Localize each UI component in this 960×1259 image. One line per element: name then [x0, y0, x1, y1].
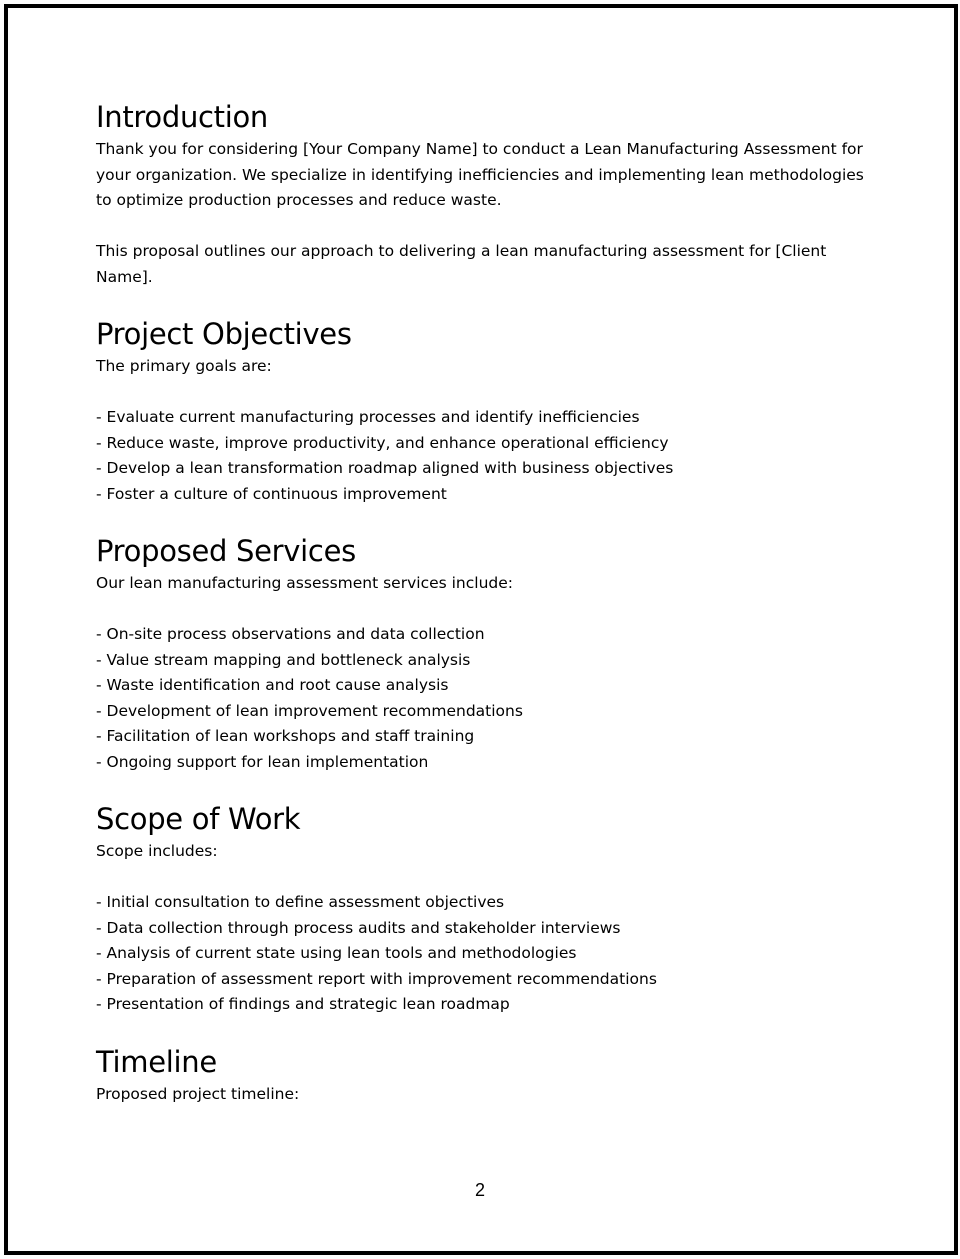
section-title: Proposed Services — [96, 534, 356, 568]
list-item: - Analysis of current state using lean tools and methodologies — [96, 944, 577, 962]
section-scope — [96, 799, 876, 1018]
list-item: - Facilitation of lean workshops and staff training — [96, 727, 475, 745]
list-item: - Preparation of assessment report with improvement recommendations — [96, 969, 657, 988]
list-item: - Presentation of findings and strategic lean roadmap — [96, 995, 510, 1013]
section-title: Introduction — [96, 100, 269, 134]
paragraph: This proposal outlines our approach to delivering a lean manufacturing assessment for [Client Name]. — [96, 242, 827, 286]
list-item: - Data collection through process audits and stakeholder interviews — [96, 918, 621, 937]
bullet-list — [96, 622, 876, 775]
list-item: - Evaluate current manufacturing processes and identify inefficiencies — [96, 408, 640, 426]
list-item: - Waste identification and root cause analysis — [96, 676, 449, 694]
section-lead: The primary goals are: — [96, 357, 272, 375]
paragraph: Thank you for considering [Your Company Name] to conduct a Lean Manufacturing Assessment for your organization. We specialize in identifying inefficiencies and implementing lean methodologies to optimize production processes and reduce waste. — [96, 140, 864, 209]
section-introduction — [96, 97, 876, 290]
list-item: - Foster a culture of continuous improvement — [96, 484, 447, 503]
bullet-list — [96, 405, 876, 507]
list-item: - Initial consultation to define assessment objectives — [96, 893, 505, 911]
bullet-list — [96, 890, 876, 1018]
section-title: Timeline — [96, 1044, 217, 1079]
section-services — [96, 531, 876, 775]
section-title: Project Objectives — [96, 317, 352, 351]
list-item: - On-site process observations and data collection — [96, 625, 485, 643]
list-item: - Reduce waste, improve productivity, and enhance operational efficiency — [96, 433, 669, 452]
list-item: - Ongoing support for lean implementation — [96, 752, 429, 771]
document-body — [96, 97, 876, 1107]
list-item: - Develop a lean transformation roadmap aligned with business objectives — [96, 459, 674, 477]
section-title: Scope of Work — [96, 802, 301, 836]
section-timeline — [96, 1042, 876, 1108]
section-lead: Our lean manufacturing assessment services include: — [96, 574, 514, 592]
section-lead: Proposed project timeline: — [96, 1084, 300, 1103]
page-number: 2 — [474, 1180, 485, 1200]
list-item: - Value stream mapping and bottleneck analysis — [96, 650, 471, 669]
section-lead: Scope includes: — [96, 842, 218, 860]
list-item: - Development of lean improvement recommendations — [96, 701, 523, 720]
section-objectives — [96, 314, 876, 507]
